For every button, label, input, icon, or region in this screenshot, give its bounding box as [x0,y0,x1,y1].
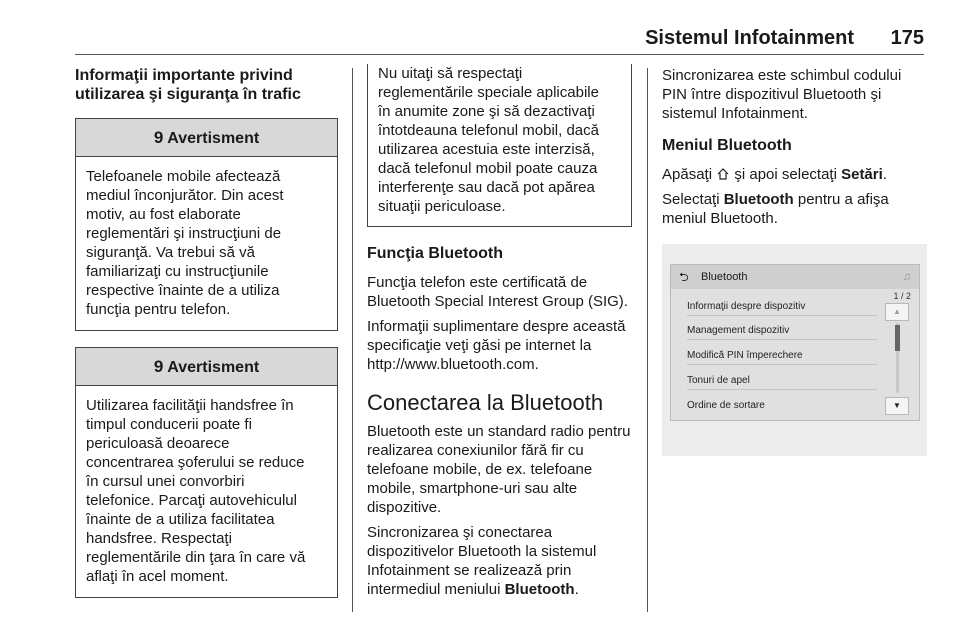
paragraph: Funcţia telefon este certificată de Bluetooth Special Interest Group (SIG). [367,274,628,310]
scroll-up-button[interactable]: ▲ [885,303,909,321]
scrollbar-thumb[interactable] [895,325,900,351]
warning-icon: 9 [153,128,164,147]
warning-line: motiv, au fost elaborate [86,206,241,223]
note-line: situaţii periculoase. [378,198,506,215]
scroll-down-button[interactable]: ▼ [885,397,909,415]
screen-title-bar [671,265,919,289]
bluetooth-connect-heading: Conectarea la Bluetooth [367,390,604,415]
paragraph: Sincronizarea şi conectarea dispozitivelor Bluetooth la sistemul Infotainment se realizează prin intermediul meniului Bluetooth. [367,524,597,598]
warning-icon: 9 [153,357,164,376]
warning-line: înainte de a utiliza facilitatea [86,511,275,528]
bluetooth-menu-ref: Bluetooth [504,581,575,598]
warning-header [76,348,337,386]
warning-line: respective înainte de a utiliza [86,282,280,299]
note-line: în anumite zone şi să dezactivaţi [378,103,595,120]
note-line: Nu uitaţi să respectaţi [378,65,523,82]
warning-line: aflaţi în acel moment. [86,568,229,585]
warning-text [76,157,337,330]
note-line: reglementările speciale aplicabile [378,84,599,101]
warning-line: telefonice. Parcaţi autovehiculul [86,492,297,509]
warning-line: funcţia pentru telefon. [86,301,231,318]
menu-item[interactable]: Ordine de sortare [687,400,765,411]
warning-line: familiarizaţi cu instrucţiunile [86,263,269,280]
paragraph: Selectaţi Bluetooth pentru a afişa meniul Bluetooth. [662,191,889,227]
menu-item[interactable]: Tonuri de apel [687,375,877,390]
page-number: 175 [890,27,924,49]
column-1 [75,66,338,614]
bluetooth-function-heading: Funcţia Bluetooth [367,245,503,262]
menu-item[interactable]: Modifică PIN împerechere [687,350,877,365]
note-line: utilizarea acestuia este interzisă, [378,141,595,158]
warning-line: reglementările din ţara în care vă [86,549,306,566]
warning-line: periculoasă deoarece [86,435,230,452]
warning-line: în cursul unei convorbiri [86,473,245,490]
warning-line: concentrarea şoferului se reduce [86,454,305,471]
warning-line: siguranţă. Va trebui să vă [86,244,255,261]
paragraph: Informaţii suplimentare despre această specificaţie veţi găsi pe internet la http://www.bluetooth.com. [367,318,626,373]
bluetooth-menu-heading: Meniul Bluetooth [662,137,792,154]
home-icon [716,167,730,181]
screen-title: Bluetooth [701,271,748,283]
column-divider-2 [647,68,648,612]
warning-title: Avertisment [167,359,260,376]
column-3 [662,66,927,456]
menu-item[interactable]: Informaţii despre dispozitiv [687,301,877,316]
header-rule [75,54,924,55]
menu-item[interactable]: Management dispozitiv [687,325,877,340]
warning-text [76,386,337,597]
warning-line: timpul conducerii poate fi [86,416,252,433]
warning-line: Telefoanele mobile afectează [86,168,281,185]
warning-line: mediul înconjurător. Din acest [86,187,284,204]
back-arrow-icon[interactable]: ⮌ [679,270,689,284]
bluetooth-screen-image [662,244,927,456]
warning-box [75,118,338,331]
page-header-title: Sistemul Infotainment [645,27,854,49]
note-line: dacă telefonul mobil poate cauza [378,160,598,177]
warning-continuation-box [367,64,632,227]
music-note-icon[interactable]: ♫ [902,271,911,283]
warning-line: Utilizarea facilităţii handsfree în [86,397,294,414]
page-indicator: 1 / 2 [893,291,911,301]
note-line: interferenţe sau dacă pot apărea [378,179,595,196]
warning-title: Avertisment [167,130,260,147]
paragraph: Bluetooth este un standard radio pentru realizarea conexiunilor fără fir cu telefoane mobile, de ex. telefoane mobile, smartphone-uri sau alte dispozitive. [367,423,631,516]
section-heading: Informaţii importante privind utilizarea şi siguranţa în trafic [75,67,301,103]
column-divider-1 [352,68,353,612]
paragraph: Apăsaţi şi apoi selectaţi Setări. [662,166,887,183]
warning-box [75,347,338,598]
warning-line: reglementări şi instrucţiuni de [86,225,282,242]
infotainment-screen [670,264,920,421]
warning-line: handsfree. Respectaţi [86,530,232,547]
note-line: întotdeauna telefonul mobil, dacă [378,122,599,139]
column-2 [367,66,632,605]
paragraph: Sincronizarea este schimbul codului PIN între dispozitivul Bluetooth şi sistemul Infotainment. [662,67,902,122]
warning-header [76,119,337,157]
